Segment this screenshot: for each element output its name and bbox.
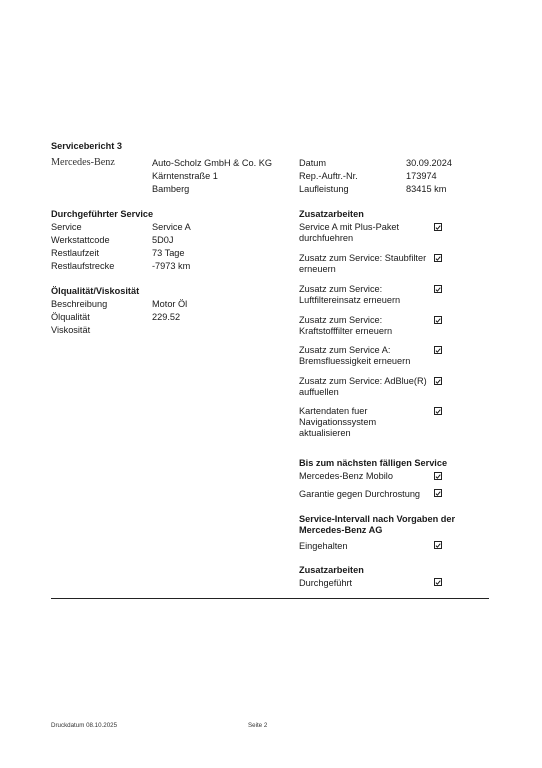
- service-heading: Durchgeführter Service: [51, 209, 154, 219]
- extra-item-checkbox[interactable]: [434, 407, 442, 415]
- check-icon: [435, 408, 441, 415]
- interval-item-label: Eingehalten: [299, 541, 348, 551]
- check-icon: [435, 347, 441, 354]
- section-divider: [51, 598, 489, 599]
- extra-item-checkbox[interactable]: [434, 346, 442, 354]
- check-icon: [435, 317, 441, 324]
- check-icon: [435, 490, 441, 497]
- workshop-code-value: 5D0J: [152, 235, 174, 245]
- meta-order-value: 173974: [406, 171, 437, 181]
- next-service-item-checkbox[interactable]: [434, 489, 442, 497]
- extra-item-checkbox[interactable]: [434, 285, 442, 293]
- check-icon: [435, 542, 441, 549]
- dealer-name: Auto-Scholz GmbH & Co. KG: [152, 158, 272, 168]
- meta-order-label: Rep.-Auftr.-Nr.: [299, 171, 358, 181]
- next-service-heading: Bis zum nächsten fälligen Service: [299, 458, 448, 468]
- remaining-time-label: Restlaufzeit: [51, 248, 100, 258]
- next-service-item-label: Garantie gegen Durchrostung: [299, 489, 421, 499]
- extra-item-label: Kartendaten fuer Navigationssystem aktualisieren: [299, 406, 377, 438]
- oil-description-value: Motor Öl: [152, 299, 188, 309]
- viscosity-label: Viskosität: [51, 325, 91, 335]
- check-icon: [435, 473, 441, 480]
- print-date: Druckdatum 08.10.2025: [51, 722, 118, 729]
- oil-quality-value: 229.52: [152, 312, 181, 322]
- oil-description-label: Beschreibung: [51, 299, 108, 309]
- check-icon: [435, 579, 441, 586]
- dealer-city: Bamberg: [152, 184, 190, 194]
- check-icon: [435, 378, 441, 385]
- page-number: Seite 2: [248, 722, 268, 729]
- service-label: Service: [51, 222, 82, 232]
- workshop-code-label: Werkstattcode: [51, 235, 110, 245]
- service-value: Service A: [152, 222, 191, 232]
- meta-date-value: 30.09.2024: [406, 158, 452, 168]
- extra-item-label: Service A mit Plus-Paket durchfuehren: [299, 222, 400, 243]
- meta-mileage-label: Laufleistung: [299, 184, 349, 194]
- extra-item-label: Zusatz zum Service: AdBlue(R) auffuellen: [299, 376, 427, 397]
- interval-item-checkbox[interactable]: [434, 541, 442, 549]
- extra-item-checkbox[interactable]: [434, 377, 442, 385]
- extra-item-label: Zusatz zum Service: Staubfilter erneuern: [299, 253, 427, 274]
- remaining-distance-value: -7973 km: [152, 261, 191, 271]
- remaining-time-value: 73 Tage: [152, 248, 185, 258]
- next-service-item-label: Mercedes-Benz Mobilo: [299, 471, 393, 481]
- interval-heading: Service-Intervall nach Vorgaben der Mercedes-Benz AG: [299, 514, 456, 535]
- extra-item-checkbox[interactable]: [434, 223, 442, 231]
- check-icon: [435, 255, 441, 262]
- meta-date-label: Datum: [299, 158, 327, 168]
- oil-heading: Ölqualität/Viskosität: [51, 286, 140, 296]
- extras2-item-checkbox[interactable]: [434, 578, 442, 586]
- extra-item-label: Zusatz zum Service A: Bremsfluessigkeit erneuern: [299, 345, 411, 366]
- oil-quality-label: Ölqualität: [51, 312, 90, 322]
- report-title: Servicebericht 3: [51, 141, 122, 151]
- dealer-street: Kärntenstraße 1: [152, 171, 218, 181]
- check-icon: [435, 286, 441, 293]
- extra-item-label: Zusatz zum Service: Kraftstofffilter erneuern: [299, 315, 393, 336]
- check-icon: [435, 224, 441, 231]
- extra-item-checkbox[interactable]: [434, 316, 442, 324]
- next-service-item-checkbox[interactable]: [434, 472, 442, 480]
- extras2-heading: Zusatzarbeiten: [299, 565, 364, 575]
- brand-logo: Mercedes-Benz: [51, 157, 115, 168]
- meta-mileage-value: 83415 km: [406, 184, 447, 194]
- remaining-distance-label: Restlaufstrecke: [51, 261, 115, 271]
- extras2-item-label: Durchgeführt: [299, 578, 353, 588]
- extra-item-checkbox[interactable]: [434, 254, 442, 262]
- extra-item-label: Zusatz zum Service: Luftfiltereinsatz erneuern: [299, 284, 401, 305]
- extras-heading: Zusatzarbeiten: [299, 209, 364, 219]
